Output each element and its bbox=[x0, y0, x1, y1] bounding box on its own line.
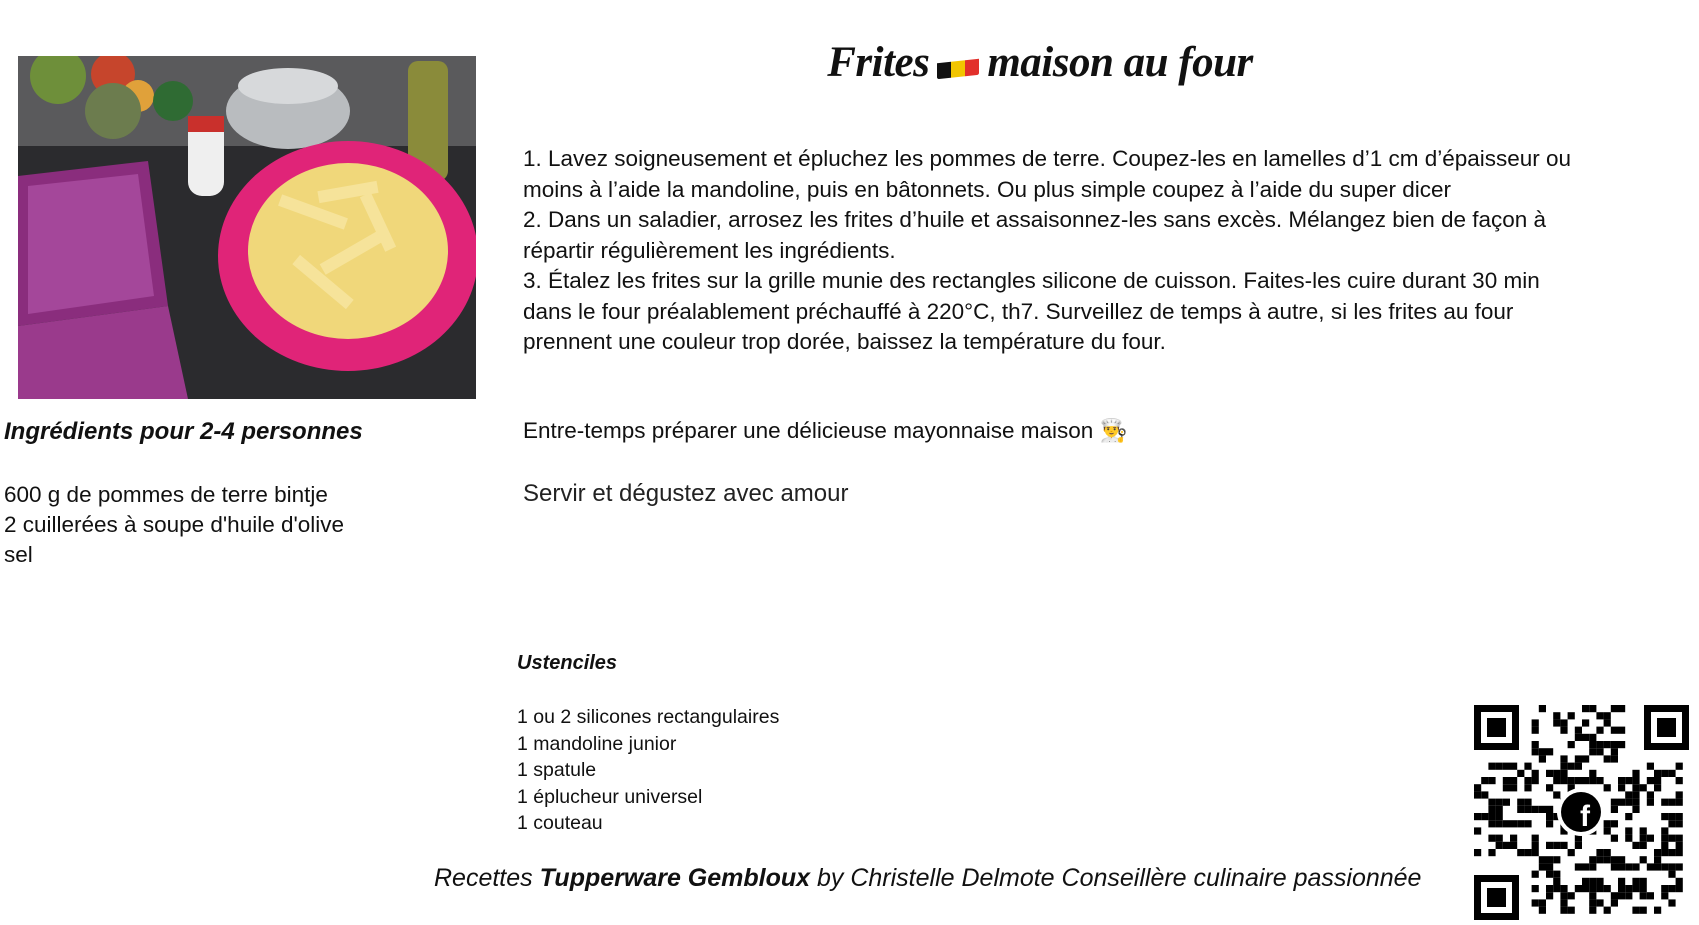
ingredients-list bbox=[4, 480, 344, 570]
qr-module bbox=[1654, 856, 1661, 863]
qr-module bbox=[1553, 842, 1560, 849]
qr-module bbox=[1474, 813, 1481, 820]
ingredient-item: 2 cuillerées à soupe d'huile d'olive bbox=[4, 512, 345, 537]
step-3: 3. Étalez les frites sur la grille munie des rectangles silicone de cuisson. Faites-les cuire durant 30 min dans le four préalablement préchauffé à 220°C, th7. Surveillez de temps à autre, si les frites au four prennent une couleur trop dorée, baissez la température du four. bbox=[523, 268, 1546, 354]
qr-module bbox=[1488, 849, 1495, 856]
qr-module bbox=[1560, 755, 1567, 762]
qr-module bbox=[1611, 748, 1618, 755]
qr-module bbox=[1582, 777, 1589, 784]
qr-module bbox=[1611, 863, 1618, 870]
qr-module bbox=[1596, 899, 1603, 906]
qr-module bbox=[1532, 777, 1539, 784]
qr-module bbox=[1604, 820, 1611, 827]
qr-module bbox=[1532, 885, 1539, 892]
qr-module bbox=[1676, 835, 1683, 842]
qr-module bbox=[1546, 892, 1553, 899]
qr-module bbox=[1496, 820, 1503, 827]
qr-module bbox=[1625, 799, 1632, 806]
qr-module bbox=[1560, 719, 1567, 726]
credit-brand: Tupperware Gembloux bbox=[539, 864, 811, 892]
qr-module bbox=[1676, 799, 1683, 806]
qr-module bbox=[1654, 907, 1661, 914]
qr-module bbox=[1539, 755, 1546, 762]
qr-module bbox=[1654, 770, 1661, 777]
qr-module bbox=[1553, 770, 1560, 777]
qr-module bbox=[1632, 842, 1639, 849]
qr-module bbox=[1496, 813, 1503, 820]
qr-module bbox=[1517, 806, 1524, 813]
qr-module bbox=[1488, 763, 1495, 770]
qr-module bbox=[1676, 842, 1683, 849]
qr-module bbox=[1568, 907, 1575, 914]
qr-module bbox=[1589, 748, 1596, 755]
qr-module bbox=[1647, 835, 1654, 842]
qr-module bbox=[1625, 791, 1632, 798]
qr-module bbox=[1575, 842, 1582, 849]
qr-module bbox=[1546, 820, 1553, 827]
qr-module bbox=[1546, 784, 1553, 791]
qr-module bbox=[1589, 777, 1596, 784]
qr-module bbox=[1632, 784, 1639, 791]
qr-module bbox=[1589, 885, 1596, 892]
qr-module bbox=[1560, 763, 1567, 770]
qr-module bbox=[1604, 885, 1611, 892]
qr-module bbox=[1654, 849, 1661, 856]
qr-module bbox=[1661, 849, 1668, 856]
qr-module bbox=[1625, 777, 1632, 784]
qr-module bbox=[1661, 827, 1668, 834]
qr-module bbox=[1474, 827, 1481, 834]
qr-module bbox=[1589, 741, 1596, 748]
qr-module bbox=[1611, 820, 1618, 827]
serve-note: Servir et dégustez avec amour bbox=[523, 480, 849, 507]
qr-module bbox=[1611, 705, 1618, 712]
qr-module bbox=[1553, 885, 1560, 892]
qr-module bbox=[1668, 770, 1675, 777]
qr-module bbox=[1539, 863, 1546, 870]
qr-module bbox=[1676, 813, 1683, 820]
belgium-flag-icon bbox=[937, 47, 979, 78]
qr-module bbox=[1524, 806, 1531, 813]
qr-module bbox=[1640, 835, 1647, 842]
qr-module bbox=[1661, 835, 1668, 842]
qr-module bbox=[1668, 813, 1675, 820]
qr-module bbox=[1596, 712, 1603, 719]
qr-module bbox=[1539, 705, 1546, 712]
qr-module bbox=[1532, 770, 1539, 777]
step-1: 1. Lavez soigneusement et épluchez les pommes de terre. Coupez-les en lamelles d’1 cm d’épaisseur ou moins à l’aide la mandoline, puis en bâtonnets. Ou plus simple coupez à l’aide du super dicer bbox=[523, 146, 1578, 202]
qr-module bbox=[1496, 842, 1503, 849]
qr-module bbox=[1532, 842, 1539, 849]
qr-module bbox=[1611, 727, 1618, 734]
qr-module bbox=[1560, 885, 1567, 892]
qr-module bbox=[1625, 885, 1632, 892]
qr-module bbox=[1582, 878, 1589, 885]
qr-module bbox=[1553, 719, 1560, 726]
qr-module bbox=[1503, 784, 1510, 791]
qr-module bbox=[1503, 842, 1510, 849]
qr-module bbox=[1596, 849, 1603, 856]
qr-module bbox=[1625, 827, 1632, 834]
qr-module bbox=[1618, 878, 1625, 885]
qr-module bbox=[1589, 892, 1596, 899]
qr-module bbox=[1676, 885, 1683, 892]
qr-module bbox=[1524, 784, 1531, 791]
qr-module bbox=[1661, 885, 1668, 892]
qr-module bbox=[1604, 856, 1611, 863]
qr-module bbox=[1532, 899, 1539, 906]
qr-module bbox=[1488, 813, 1495, 820]
qr-module bbox=[1618, 727, 1625, 734]
qr-module bbox=[1604, 719, 1611, 726]
qr-module bbox=[1604, 784, 1611, 791]
qr-module bbox=[1647, 863, 1654, 870]
chef-emoji-icon: 👨‍🍳 bbox=[1099, 418, 1128, 443]
step-2: 2. Dans un saladier, arrosez les frites d’huile et assaisonnez-les sans excès. Mélangez bien de façon à répartir régulièrement les ingrédients. bbox=[523, 207, 1553, 263]
qr-module bbox=[1539, 806, 1546, 813]
qr-module bbox=[1668, 820, 1675, 827]
qr-module bbox=[1539, 748, 1546, 755]
qr-module bbox=[1524, 820, 1531, 827]
qr-module bbox=[1661, 892, 1668, 899]
title-text-after: maison au four bbox=[987, 39, 1253, 86]
qr-module bbox=[1618, 892, 1625, 899]
qr-module bbox=[1632, 791, 1639, 798]
qr-module bbox=[1582, 885, 1589, 892]
qr-module bbox=[1596, 748, 1603, 755]
qr-module bbox=[1661, 813, 1668, 820]
qr-module bbox=[1496, 806, 1503, 813]
qr-module bbox=[1589, 899, 1596, 906]
qr-module bbox=[1560, 777, 1567, 784]
qr-module bbox=[1625, 835, 1632, 842]
flag-yellow bbox=[951, 60, 965, 79]
qr-module bbox=[1488, 799, 1495, 806]
qr-module bbox=[1532, 748, 1539, 755]
qr-module bbox=[1611, 899, 1618, 906]
qr-module bbox=[1539, 899, 1546, 906]
qr-module bbox=[1546, 871, 1553, 878]
qr-module bbox=[1668, 835, 1675, 842]
qr-module bbox=[1532, 741, 1539, 748]
qr-module bbox=[1532, 719, 1539, 726]
ustensile-item: 1 spatule bbox=[517, 759, 597, 781]
qr-module bbox=[1611, 799, 1618, 806]
qr-module bbox=[1668, 849, 1675, 856]
qr-module bbox=[1676, 820, 1683, 827]
qr-module bbox=[1517, 799, 1524, 806]
qr-module bbox=[1676, 878, 1683, 885]
qr-module bbox=[1618, 799, 1625, 806]
qr-module bbox=[1553, 856, 1560, 863]
qr-module bbox=[1647, 777, 1654, 784]
qr-module bbox=[1568, 712, 1575, 719]
recipe-photo bbox=[18, 56, 476, 399]
qr-module bbox=[1611, 892, 1618, 899]
qr-module bbox=[1618, 741, 1625, 748]
qr-module bbox=[1568, 849, 1575, 856]
qr-module bbox=[1560, 899, 1567, 906]
qr-module bbox=[1618, 784, 1625, 791]
qr-module bbox=[1632, 885, 1639, 892]
svg-text:f: f bbox=[1580, 800, 1590, 833]
qr-module bbox=[1661, 770, 1668, 777]
qr-module bbox=[1532, 835, 1539, 842]
qr-module bbox=[1517, 820, 1524, 827]
ustensile-item: 1 ou 2 silicones rectangulaires bbox=[517, 706, 780, 728]
qr-module bbox=[1647, 791, 1654, 798]
qr-module bbox=[1539, 907, 1546, 914]
ustensiles-list bbox=[517, 704, 779, 837]
flag-black bbox=[937, 61, 951, 78]
qr-module bbox=[1618, 705, 1625, 712]
qr-module bbox=[1589, 907, 1596, 914]
qr-module bbox=[1474, 849, 1481, 856]
qr-module bbox=[1661, 799, 1668, 806]
flag-red bbox=[965, 58, 979, 78]
qr-module bbox=[1596, 727, 1603, 734]
qr-module bbox=[1661, 863, 1668, 870]
ingredient-item: sel bbox=[4, 542, 33, 567]
qr-module bbox=[1668, 871, 1675, 878]
qr-module bbox=[1481, 777, 1488, 784]
qr-module bbox=[1546, 813, 1553, 820]
qr-module bbox=[1582, 719, 1589, 726]
qr-module bbox=[1575, 727, 1582, 734]
qr-module bbox=[1560, 892, 1567, 899]
qr-module bbox=[1503, 820, 1510, 827]
qr-module bbox=[1589, 705, 1596, 712]
qr-module bbox=[1640, 856, 1647, 863]
mayonnaise-note bbox=[523, 418, 1128, 444]
qr-module bbox=[1546, 806, 1553, 813]
qr-module bbox=[1618, 777, 1625, 784]
qr-module bbox=[1474, 784, 1481, 791]
credit-suffix: by Christelle Delmote Conseillère culinaire passionnée bbox=[810, 864, 1422, 892]
ustensile-item: 1 éplucheur universel bbox=[517, 785, 703, 808]
qr-module bbox=[1611, 741, 1618, 748]
qr-module bbox=[1589, 878, 1596, 885]
qr-module bbox=[1604, 907, 1611, 914]
qr-module bbox=[1488, 835, 1495, 842]
qr-module bbox=[1632, 770, 1639, 777]
qr-module bbox=[1503, 799, 1510, 806]
qr-module bbox=[1553, 791, 1560, 798]
qr-module bbox=[1654, 863, 1661, 870]
qr-module bbox=[1510, 820, 1517, 827]
qr-module bbox=[1488, 777, 1495, 784]
qr-module bbox=[1532, 871, 1539, 878]
qr-module bbox=[1589, 770, 1596, 777]
qr-module bbox=[1546, 856, 1553, 863]
qr-module bbox=[1546, 885, 1553, 892]
qr-module bbox=[1524, 799, 1531, 806]
qr-module bbox=[1640, 827, 1647, 834]
qr-module bbox=[1676, 863, 1683, 870]
qr-module bbox=[1654, 784, 1661, 791]
qr-module bbox=[1611, 755, 1618, 762]
qr-module bbox=[1560, 770, 1567, 777]
qr-module bbox=[1596, 741, 1603, 748]
qr-module bbox=[1618, 885, 1625, 892]
title-text-before: Frites bbox=[827, 39, 930, 86]
qr-module bbox=[1488, 820, 1495, 827]
qr-module bbox=[1553, 878, 1560, 885]
qr-module bbox=[1604, 849, 1611, 856]
qr-module bbox=[1589, 856, 1596, 863]
qr-module bbox=[1640, 784, 1647, 791]
qr-module bbox=[1668, 885, 1675, 892]
qr-module bbox=[1510, 777, 1517, 784]
qr-module bbox=[1625, 892, 1632, 899]
qr-module bbox=[1546, 842, 1553, 849]
qr-module bbox=[1582, 705, 1589, 712]
qr-module bbox=[1503, 763, 1510, 770]
qr-module bbox=[1524, 763, 1531, 770]
qr-module bbox=[1510, 784, 1517, 791]
qr-module bbox=[1568, 763, 1575, 770]
qr-module bbox=[1582, 755, 1589, 762]
ingredient-item: 600 g de pommes de terre bintje bbox=[4, 482, 328, 507]
qr-module bbox=[1568, 892, 1575, 899]
qr-module bbox=[1640, 878, 1647, 885]
qr-module bbox=[1676, 763, 1683, 770]
qr-module bbox=[1575, 777, 1582, 784]
qr-module bbox=[1510, 835, 1517, 842]
qr-module bbox=[1575, 734, 1582, 741]
qr-module bbox=[1589, 734, 1596, 741]
qr-module bbox=[1604, 712, 1611, 719]
qr-module bbox=[1560, 842, 1567, 849]
steps-list bbox=[523, 144, 1578, 358]
qr-module bbox=[1481, 813, 1488, 820]
qr-module bbox=[1474, 791, 1481, 798]
qr-module bbox=[1618, 863, 1625, 870]
qr-module bbox=[1668, 799, 1675, 806]
qr-module bbox=[1647, 799, 1654, 806]
qr-module bbox=[1560, 727, 1567, 734]
qr-module bbox=[1524, 777, 1531, 784]
qr-module bbox=[1524, 849, 1531, 856]
qr-module bbox=[1632, 863, 1639, 870]
qr-module bbox=[1532, 806, 1539, 813]
qr-module bbox=[1632, 799, 1639, 806]
qr-module bbox=[1553, 871, 1560, 878]
qr-code[interactable] bbox=[1474, 705, 1689, 920]
qr-module bbox=[1640, 842, 1647, 849]
qr-module bbox=[1640, 907, 1647, 914]
qr-module bbox=[1546, 748, 1553, 755]
qr-module bbox=[1510, 842, 1517, 849]
ustensiles-title: Ustenciles bbox=[517, 652, 618, 674]
qr-module bbox=[1575, 885, 1582, 892]
qr-module bbox=[1496, 763, 1503, 770]
qr-module bbox=[1575, 763, 1582, 770]
qr-module bbox=[1503, 777, 1510, 784]
qr-module bbox=[1640, 885, 1647, 892]
ustensile-item: 1 mandoline junior bbox=[517, 732, 677, 755]
qr-module bbox=[1517, 770, 1524, 777]
qr-module bbox=[1654, 777, 1661, 784]
qr-module bbox=[1676, 791, 1683, 798]
qr-module bbox=[1625, 863, 1632, 870]
qr-module bbox=[1589, 863, 1596, 870]
qr-module bbox=[1481, 791, 1488, 798]
qr-module bbox=[1676, 777, 1683, 784]
qr-module bbox=[1496, 835, 1503, 842]
qr-module bbox=[1632, 907, 1639, 914]
qr-module bbox=[1618, 856, 1625, 863]
qr-module bbox=[1668, 899, 1675, 906]
qr-module bbox=[1611, 806, 1618, 813]
qr-module bbox=[1582, 863, 1589, 870]
qr-module bbox=[1546, 863, 1553, 870]
qr-module bbox=[1632, 777, 1639, 784]
qr-module bbox=[1611, 856, 1618, 863]
qr-module bbox=[1553, 712, 1560, 719]
qr-module bbox=[1532, 849, 1539, 856]
qr-module bbox=[1676, 849, 1683, 856]
qr-module bbox=[1596, 878, 1603, 885]
qr-module bbox=[1568, 777, 1575, 784]
qr-module bbox=[1604, 827, 1611, 834]
qr-module bbox=[1647, 892, 1654, 899]
credit-prefix: Recettes bbox=[434, 864, 540, 892]
qr-module bbox=[1640, 892, 1647, 899]
ingredients-title: Ingrédients pour 2-4 personnes bbox=[4, 418, 363, 445]
qr-module bbox=[1575, 755, 1582, 762]
qr-module bbox=[1496, 799, 1503, 806]
mayonnaise-text: Entre-temps préparer une délicieuse mayonnaise maison bbox=[523, 418, 1094, 443]
qr-module bbox=[1604, 755, 1611, 762]
qr-module bbox=[1546, 770, 1553, 777]
qr-module bbox=[1596, 856, 1603, 863]
qr-module bbox=[1532, 727, 1539, 734]
qr-module bbox=[1625, 813, 1632, 820]
qr-module bbox=[1668, 863, 1675, 870]
qr-module bbox=[1575, 863, 1582, 870]
qr-module bbox=[1604, 741, 1611, 748]
ustensile-item: 1 couteau bbox=[517, 812, 603, 834]
qr-module bbox=[1488, 806, 1495, 813]
qr-module bbox=[1611, 835, 1618, 842]
qr-module bbox=[1647, 763, 1654, 770]
qr-module bbox=[1582, 734, 1589, 741]
qr-module bbox=[1596, 777, 1603, 784]
qr-module bbox=[1661, 842, 1668, 849]
qr-module bbox=[1632, 878, 1639, 885]
qr-module bbox=[1568, 741, 1575, 748]
qr-module bbox=[1632, 806, 1639, 813]
qr-module bbox=[1539, 856, 1546, 863]
recipe-title bbox=[700, 38, 1380, 87]
qr-module bbox=[1510, 763, 1517, 770]
qr-module bbox=[1560, 907, 1567, 914]
qr-module bbox=[1553, 777, 1560, 784]
qr-module bbox=[1517, 849, 1524, 856]
credit-line bbox=[434, 864, 1421, 893]
qr-module bbox=[1596, 885, 1603, 892]
